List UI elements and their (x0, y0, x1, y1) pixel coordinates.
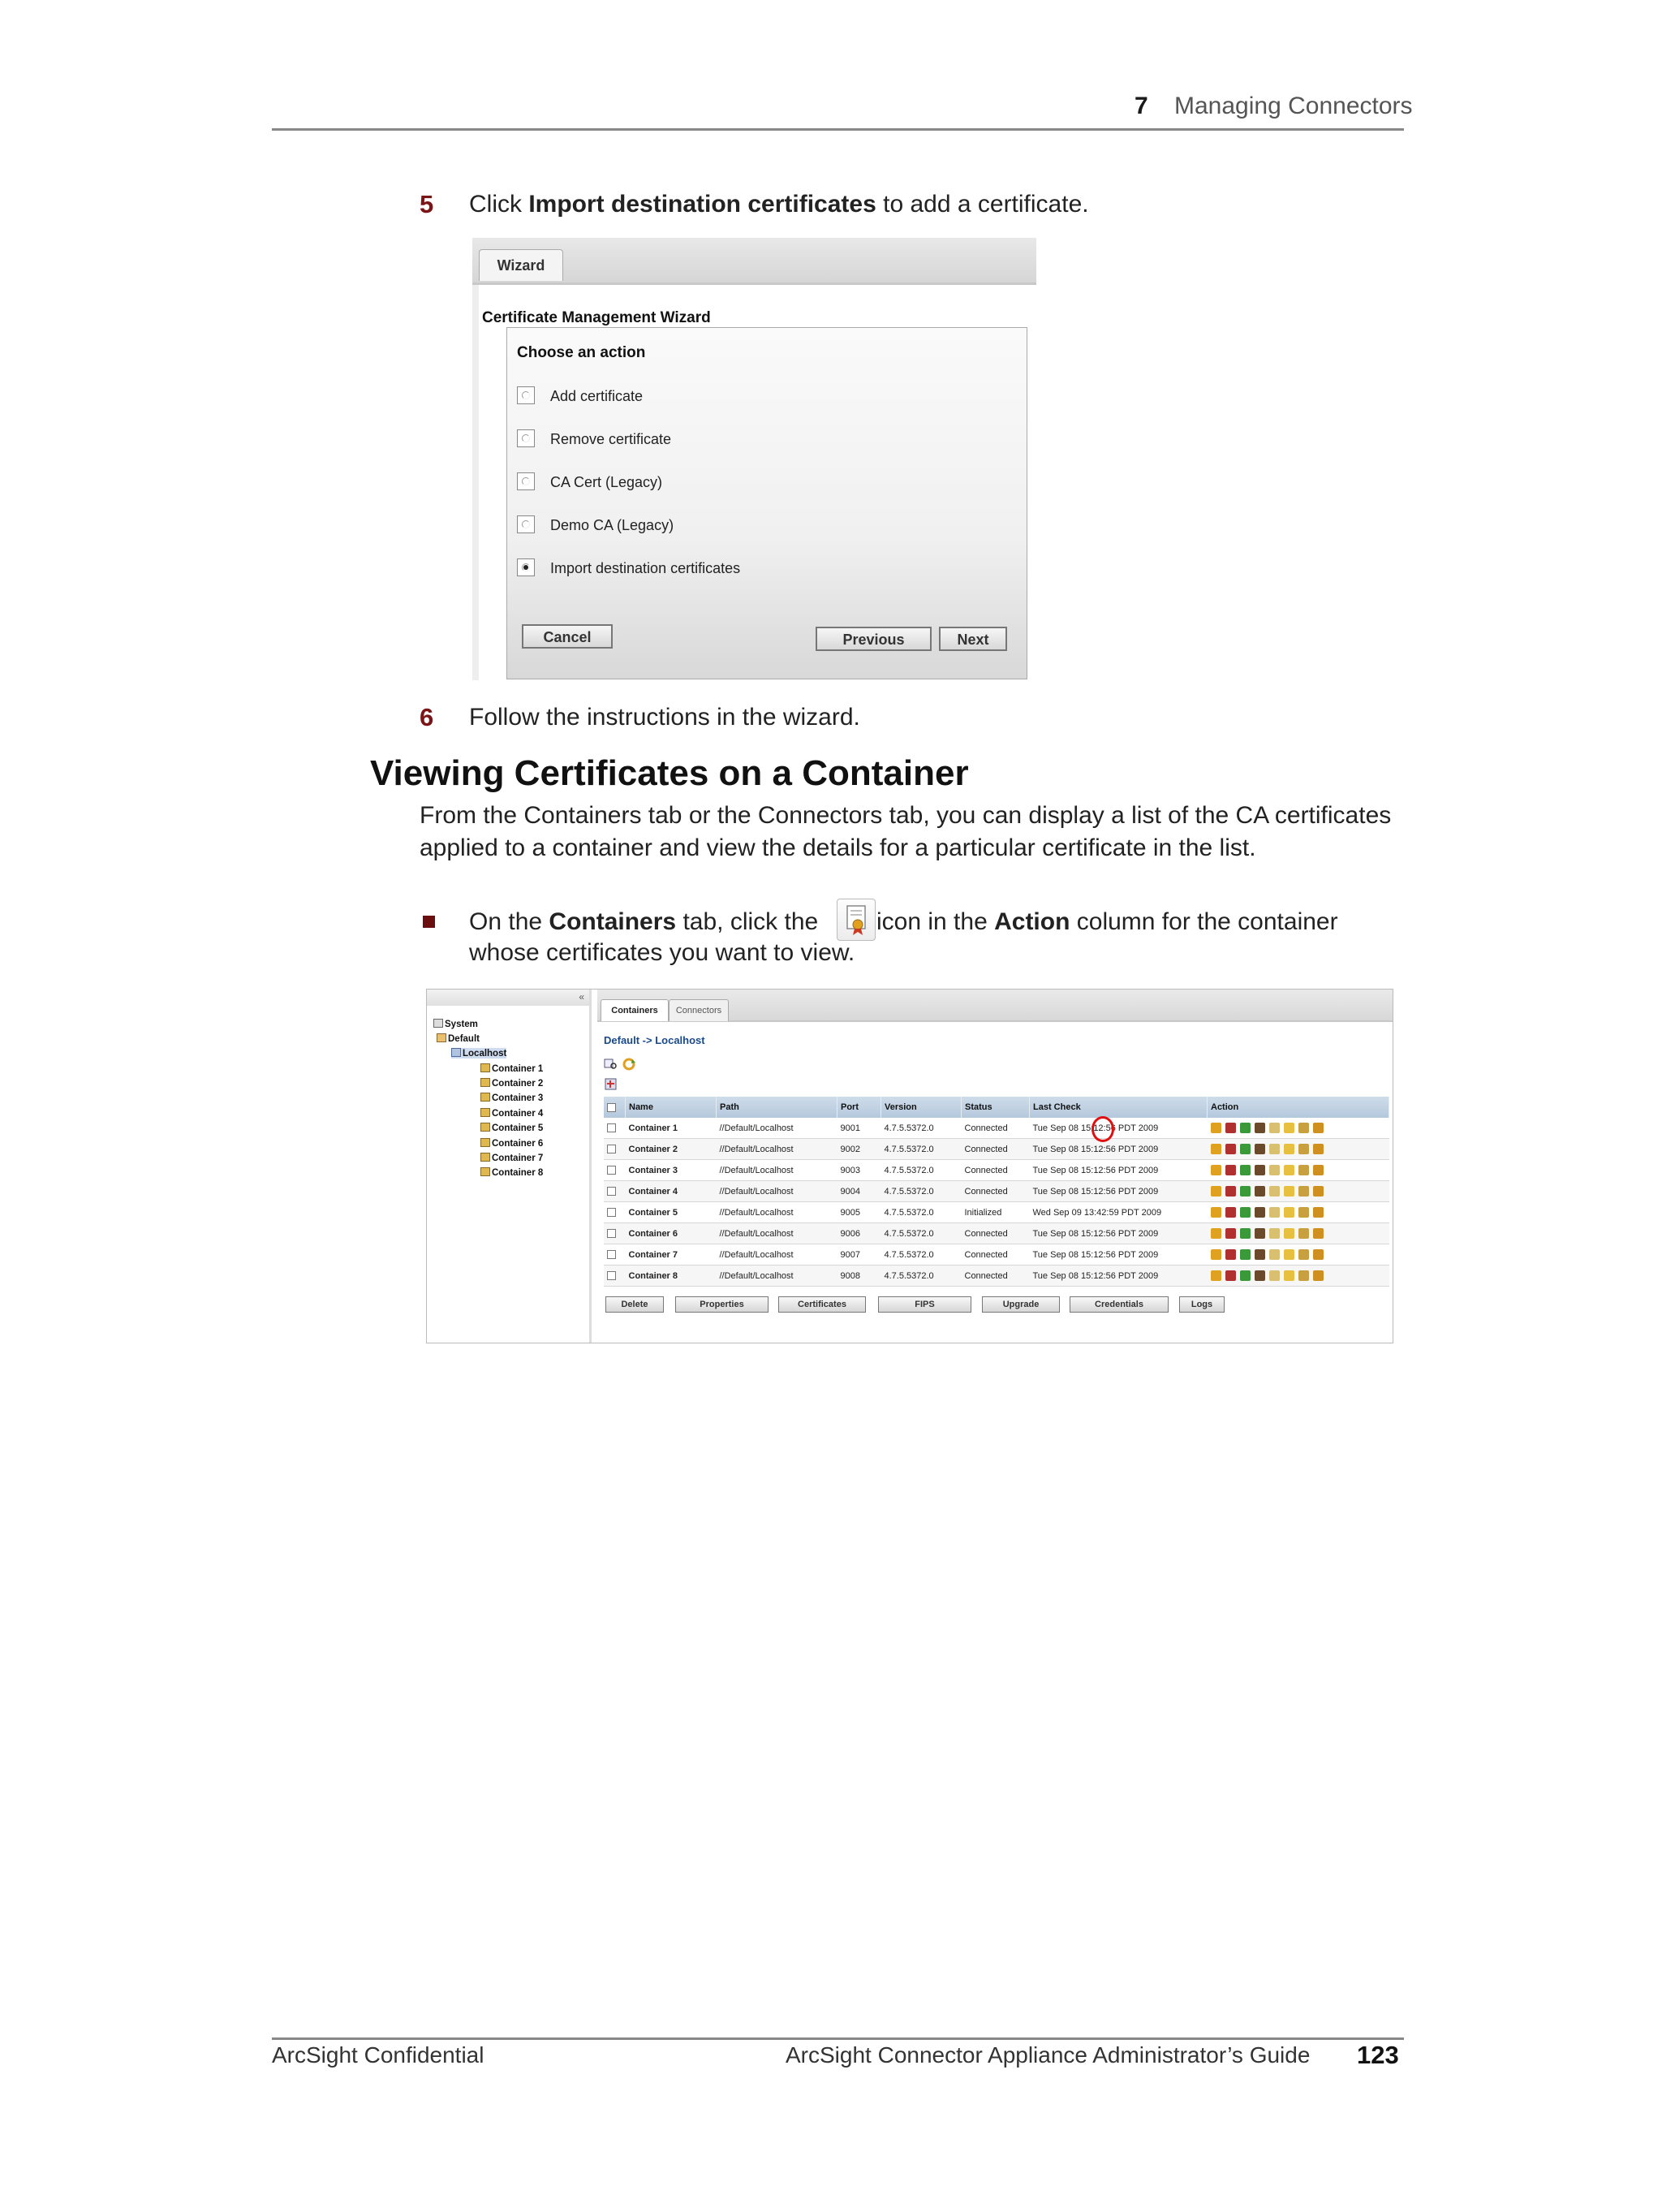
properties-button[interactable]: Properties (675, 1296, 769, 1313)
cell-path: //Default/Localhost (717, 1244, 837, 1266)
credentials-button[interactable]: Credentials (1070, 1296, 1169, 1313)
cell-name: Container 4 (626, 1181, 717, 1202)
tree-label: Default (448, 1034, 480, 1044)
cell-path: //Default/Localhost (717, 1139, 837, 1160)
radio-demo-ca-legacy[interactable] (517, 515, 535, 533)
row-checkbox[interactable] (607, 1145, 616, 1153)
chapter-number: 7 (1135, 93, 1148, 119)
wizard-panel (506, 327, 1027, 679)
cell-path: //Default/Localhost (717, 1160, 837, 1181)
cell-status: Connected (962, 1139, 1030, 1160)
row-select-cell (604, 1139, 626, 1160)
tree-label: Container 6 (492, 1139, 544, 1149)
containers-main-panel (597, 990, 1393, 1343)
cell-port: 9007 (837, 1244, 881, 1266)
row-actions (1208, 1244, 1389, 1266)
fips-button[interactable]: FIPS (878, 1296, 971, 1313)
run-icon[interactable] (1225, 1165, 1236, 1175)
wizard-title: Certificate Management Wizard (482, 309, 711, 326)
edit-icon[interactable] (1211, 1144, 1221, 1154)
tree-item-container-3[interactable] (480, 1093, 543, 1103)
cancel-button[interactable]: Cancel (522, 624, 613, 649)
cell-status: Connected (962, 1181, 1030, 1202)
cell-last-check: Tue Sep 08 15:12:56 PDT 2009 (1030, 1118, 1208, 1139)
row-select-cell (604, 1181, 626, 1202)
tree-label: Container 3 (492, 1093, 544, 1103)
row-actions (1208, 1202, 1389, 1223)
containers-tabbar (597, 990, 1393, 1022)
column-status[interactable]: Status (962, 1097, 1030, 1118)
radio-remove-certificate-label: Remove certificate (550, 431, 672, 447)
certificate-icon[interactable] (1269, 1249, 1280, 1260)
tag-icon[interactable] (1298, 1123, 1309, 1133)
certificate-icon[interactable] (1269, 1123, 1280, 1133)
radio-demo-ca-legacy-label: Demo CA (Legacy) (550, 517, 674, 533)
column-version[interactable]: Version (881, 1097, 962, 1118)
footer-guide-title: ArcSight Connector Appliance Administrator’s Guide (786, 2042, 1311, 2068)
wizard-tabbar (472, 238, 1036, 285)
containers-screenshot (426, 989, 1393, 1343)
send-icon[interactable] (1240, 1165, 1251, 1175)
cell-version: 4.7.5.5372.0 (881, 1181, 962, 1202)
row-select-cell (604, 1160, 626, 1181)
cell-name: Container 3 (626, 1160, 717, 1181)
bullet-line-1b (876, 906, 1338, 938)
send-icon[interactable] (1240, 1249, 1251, 1260)
navigation-tree-panel (427, 990, 592, 1343)
tab-containers[interactable]: Containers (601, 999, 669, 1021)
search-icon[interactable] (604, 1058, 618, 1071)
column-name[interactable]: Name (626, 1097, 717, 1118)
lock-icon[interactable] (1313, 1165, 1324, 1175)
run-icon[interactable] (1225, 1228, 1236, 1239)
container-icon (480, 1123, 490, 1132)
footer-rule (272, 2037, 1404, 2040)
tree-item-container-2[interactable] (480, 1078, 543, 1089)
tree-item-default[interactable] (437, 1033, 480, 1044)
radio-add-certificate[interactable] (517, 386, 535, 404)
cell-status: Connected (962, 1118, 1030, 1139)
send-icon[interactable] (1240, 1228, 1251, 1239)
header-rule (272, 128, 1404, 131)
table-row (604, 1223, 1389, 1244)
table-row (604, 1244, 1389, 1266)
system-icon (433, 1019, 443, 1028)
key-icon[interactable] (1284, 1228, 1294, 1239)
column-path[interactable]: Path (717, 1097, 837, 1118)
row-select-cell (604, 1118, 626, 1139)
radio-ca-cert-legacy-label: CA Cert (Legacy) (550, 474, 663, 490)
certificate-icon[interactable] (1269, 1270, 1280, 1281)
column-action: Action (1208, 1097, 1389, 1118)
step-5-post: to add a certificate. (876, 191, 1089, 218)
certificates-button[interactable]: Certificates (778, 1296, 866, 1313)
bullet-mid-2: icon in the (876, 908, 995, 935)
cell-version: 4.7.5.5372.0 (881, 1244, 962, 1266)
cell-status: Initialized (962, 1202, 1030, 1223)
run-icon[interactable] (1225, 1123, 1236, 1133)
row-select-cell (604, 1223, 626, 1244)
certificate-icon[interactable] (1269, 1144, 1280, 1154)
tree-item-localhost[interactable] (451, 1048, 506, 1059)
delete-button[interactable]: Delete (605, 1296, 664, 1313)
row-checkbox[interactable] (607, 1229, 616, 1238)
column-port[interactable]: Port (837, 1097, 881, 1118)
container-icon (480, 1138, 490, 1147)
column-last-check[interactable]: Last Check (1030, 1097, 1208, 1118)
run-icon[interactable] (1225, 1270, 1236, 1281)
radio-import-destination-certificates-label: Import destination certificates (550, 560, 741, 576)
cell-version: 4.7.5.5372.0 (881, 1160, 962, 1181)
terminal-icon[interactable] (1255, 1123, 1265, 1133)
cell-version: 4.7.5.5372.0 (881, 1266, 962, 1287)
key-icon[interactable] (1284, 1207, 1294, 1218)
cell-status: Connected (962, 1160, 1030, 1181)
cell-version: 4.7.5.5372.0 (881, 1202, 962, 1223)
tree-item-container-7[interactable] (480, 1153, 543, 1163)
radio-import-destination-certificates[interactable] (517, 558, 535, 576)
edit-icon[interactable] (1211, 1270, 1221, 1281)
tree-item-container-8[interactable] (480, 1167, 543, 1178)
step-6-text: Follow the instructions in the wizard. (469, 704, 860, 731)
tree-label: Container 8 (492, 1168, 544, 1178)
row-select-cell (604, 1266, 626, 1287)
cell-port: 9005 (837, 1202, 881, 1223)
host-icon (451, 1048, 461, 1057)
tab-connectors[interactable]: Connectors (669, 999, 729, 1021)
table-row (604, 1266, 1389, 1287)
row-actions (1208, 1223, 1389, 1244)
key-icon[interactable] (1284, 1165, 1294, 1175)
send-icon[interactable] (1240, 1144, 1251, 1154)
step-5-text (469, 188, 1089, 221)
cell-status: Connected (962, 1223, 1030, 1244)
section-heading: Viewing Certificates on a Container (370, 753, 969, 793)
tree-label: Container 7 (492, 1153, 544, 1163)
row-checkbox[interactable] (607, 1271, 616, 1280)
cell-version: 4.7.5.5372.0 (881, 1139, 962, 1160)
tag-icon[interactable] (1298, 1228, 1309, 1239)
table-row (604, 1118, 1389, 1139)
table-row (604, 1139, 1389, 1160)
cell-port: 9004 (837, 1181, 881, 1202)
section-para-line-1: From the Containers tab or the Connectors tab, you can display a list of the CA certificates (420, 802, 1392, 829)
key-icon[interactable] (1284, 1270, 1294, 1281)
edit-icon[interactable] (1211, 1123, 1221, 1133)
cell-last-check: Tue Sep 08 15:12:56 PDT 2009 (1030, 1181, 1208, 1202)
highlight-circle (1091, 1116, 1114, 1142)
folder-icon (437, 1033, 446, 1042)
terminal-icon[interactable] (1255, 1144, 1265, 1154)
tree-label: Container 2 (492, 1079, 544, 1089)
radio-remove-certificate[interactable] (517, 429, 535, 447)
container-icon (480, 1153, 490, 1162)
bullet-post: column for the container (1070, 908, 1338, 935)
tree-label: Container 1 (492, 1064, 544, 1074)
run-icon[interactable] (1225, 1207, 1236, 1218)
run-icon[interactable] (1225, 1249, 1236, 1260)
radio-ca-cert-legacy[interactable] (517, 472, 535, 490)
terminal-icon[interactable] (1255, 1249, 1265, 1260)
send-icon[interactable] (1240, 1207, 1251, 1218)
terminal-icon[interactable] (1255, 1270, 1265, 1281)
row-checkbox[interactable] (607, 1187, 616, 1196)
cell-last-check: Tue Sep 08 15:12:56 PDT 2009 (1030, 1244, 1208, 1266)
row-checkbox[interactable] (607, 1123, 616, 1132)
row-actions (1208, 1266, 1389, 1287)
cell-version: 4.7.5.5372.0 (881, 1223, 962, 1244)
cell-last-check: Tue Sep 08 15:12:56 PDT 2009 (1030, 1160, 1208, 1181)
cell-path: //Default/Localhost (717, 1223, 837, 1244)
run-icon[interactable] (1225, 1144, 1236, 1154)
cell-name: Container 7 (626, 1244, 717, 1266)
send-icon[interactable] (1240, 1270, 1251, 1281)
row-checkbox[interactable] (607, 1250, 616, 1259)
previous-button[interactable]: Previous (816, 627, 932, 651)
cell-port: 9001 (837, 1118, 881, 1139)
tree-panel-header (427, 990, 589, 1006)
footer-left: ArcSight Confidential (272, 2042, 484, 2068)
edit-icon[interactable] (1211, 1165, 1221, 1175)
bullet-marker (423, 916, 435, 928)
wizard-tab[interactable]: Wizard (479, 249, 563, 281)
cell-path: //Default/Localhost (717, 1181, 837, 1202)
edit-icon[interactable] (1211, 1186, 1221, 1197)
row-actions (1208, 1139, 1389, 1160)
row-actions (1208, 1118, 1389, 1139)
cell-last-check: Tue Sep 08 15:12:56 PDT 2009 (1030, 1266, 1208, 1287)
cell-name: Container 6 (626, 1223, 717, 1244)
table-row (604, 1181, 1389, 1202)
edit-icon[interactable] (1211, 1249, 1221, 1260)
row-actions (1208, 1160, 1389, 1181)
next-button[interactable]: Next (939, 627, 1007, 651)
tree-item-container-6[interactable] (480, 1138, 543, 1149)
certificate-icon (837, 899, 876, 941)
row-checkbox[interactable] (607, 1208, 616, 1217)
cell-path: //Default/Localhost (717, 1266, 837, 1287)
lock-icon[interactable] (1313, 1270, 1324, 1281)
lock-icon[interactable] (1313, 1186, 1324, 1197)
terminal-icon[interactable] (1255, 1165, 1265, 1175)
edit-icon[interactable] (1211, 1228, 1221, 1239)
containers-table-body (604, 1118, 1389, 1287)
wizard-screenshot (472, 238, 1036, 680)
terminal-icon[interactable] (1255, 1228, 1265, 1239)
collapse-icon[interactable]: « (579, 991, 584, 1003)
bullet-line-2: whose certificates you want to view. (469, 939, 855, 966)
container-icon (480, 1108, 490, 1117)
key-icon[interactable] (1284, 1144, 1294, 1154)
refresh-icon[interactable] (622, 1058, 636, 1071)
cell-port: 9008 (837, 1266, 881, 1287)
certificate-icon[interactable] (1269, 1207, 1280, 1218)
send-icon[interactable] (1240, 1186, 1251, 1197)
cell-path: //Default/Localhost (717, 1202, 837, 1223)
lock-icon[interactable] (1313, 1144, 1324, 1154)
lock-icon[interactable] (1313, 1123, 1324, 1133)
table-row (604, 1202, 1389, 1223)
section-para-line-2: applied to a container and view the details for a particular certificate in the list. (420, 834, 1256, 861)
cell-last-check: Wed Sep 09 13:42:59 PDT 2009 (1030, 1202, 1208, 1223)
cell-port: 9003 (837, 1160, 881, 1181)
cell-version: 4.7.5.5372.0 (881, 1118, 962, 1139)
tag-icon[interactable] (1298, 1270, 1309, 1281)
bullet-pre: On the (469, 908, 549, 935)
edit-icon[interactable] (1211, 1207, 1221, 1218)
chapter-title: Managing Connectors (1174, 93, 1413, 119)
bullet-mid-1: tab, click the (676, 908, 819, 935)
lock-icon[interactable] (1313, 1228, 1324, 1239)
row-select-cell (604, 1244, 626, 1266)
step-5-number: 5 (420, 190, 434, 218)
containers-table (604, 1097, 1389, 1287)
cell-last-check: Tue Sep 08 15:12:56 PDT 2009 (1030, 1139, 1208, 1160)
add-icon[interactable] (604, 1077, 618, 1090)
tag-icon[interactable] (1298, 1249, 1309, 1260)
certificate-icon[interactable] (1269, 1186, 1280, 1197)
tag-icon[interactable] (1298, 1165, 1309, 1175)
table-header-row (604, 1097, 1389, 1118)
tag-icon[interactable] (1298, 1144, 1309, 1154)
tree-item-container-1[interactable] (480, 1063, 543, 1074)
key-icon[interactable] (1284, 1123, 1294, 1133)
tree-item-container-5[interactable] (480, 1123, 543, 1133)
wizard-sideline (472, 285, 479, 680)
cell-name: Container 5 (626, 1202, 717, 1223)
logs-button[interactable]: Logs (1179, 1296, 1225, 1313)
container-icon (480, 1093, 490, 1102)
tree-label: Container 4 (492, 1109, 544, 1119)
row-checkbox[interactable] (607, 1166, 616, 1175)
run-icon[interactable] (1225, 1186, 1236, 1197)
cell-name: Container 8 (626, 1266, 717, 1287)
row-actions (1208, 1181, 1389, 1202)
lock-icon[interactable] (1313, 1207, 1324, 1218)
tree-label: Container 5 (492, 1123, 544, 1133)
select-all-checkbox[interactable] (607, 1103, 616, 1112)
terminal-icon[interactable] (1255, 1186, 1265, 1197)
step-5-pre: Click (469, 191, 529, 218)
tree-item-system[interactable] (433, 1019, 478, 1029)
tree-item-container-4[interactable] (480, 1108, 543, 1119)
upgrade-button[interactable]: Upgrade (982, 1296, 1060, 1313)
select-all-header (604, 1097, 626, 1118)
certificate-icon[interactable] (1269, 1228, 1280, 1239)
breadcrumb: Default -> Localhost (604, 1034, 705, 1046)
cell-port: 9002 (837, 1139, 881, 1160)
container-icon (480, 1078, 490, 1087)
step-5-bold: Import destination certificates (528, 191, 876, 218)
tag-icon[interactable] (1298, 1186, 1309, 1197)
page-number: 123 (1357, 2041, 1399, 2069)
bullet-line-1a (469, 906, 818, 938)
send-icon[interactable] (1240, 1123, 1251, 1133)
bullet-bold-action: Action (994, 908, 1070, 935)
terminal-icon[interactable] (1255, 1207, 1265, 1218)
bullet-bold-containers: Containers (549, 908, 677, 935)
lock-icon[interactable] (1313, 1249, 1324, 1260)
tree-label: Localhost (463, 1049, 507, 1059)
step-6-number: 6 (420, 703, 434, 731)
cell-status: Connected (962, 1244, 1030, 1266)
table-row (604, 1160, 1389, 1181)
cell-status: Connected (962, 1266, 1030, 1287)
cell-port: 9006 (837, 1223, 881, 1244)
container-icon (480, 1167, 490, 1176)
key-icon[interactable] (1284, 1186, 1294, 1197)
certificate-icon[interactable] (1269, 1165, 1280, 1175)
radio-add-certificate-label: Add certificate (550, 388, 644, 404)
key-icon[interactable] (1284, 1249, 1294, 1260)
tree-label: System (445, 1020, 478, 1029)
wizard-choose-label: Choose an action (517, 344, 646, 361)
cell-name: Container 1 (626, 1118, 717, 1139)
row-select-cell (604, 1202, 626, 1223)
container-icon (480, 1063, 490, 1072)
cell-last-check: Tue Sep 08 15:12:56 PDT 2009 (1030, 1223, 1208, 1244)
cell-path: //Default/Localhost (717, 1118, 837, 1139)
cell-name: Container 2 (626, 1139, 717, 1160)
tag-icon[interactable] (1298, 1207, 1309, 1218)
